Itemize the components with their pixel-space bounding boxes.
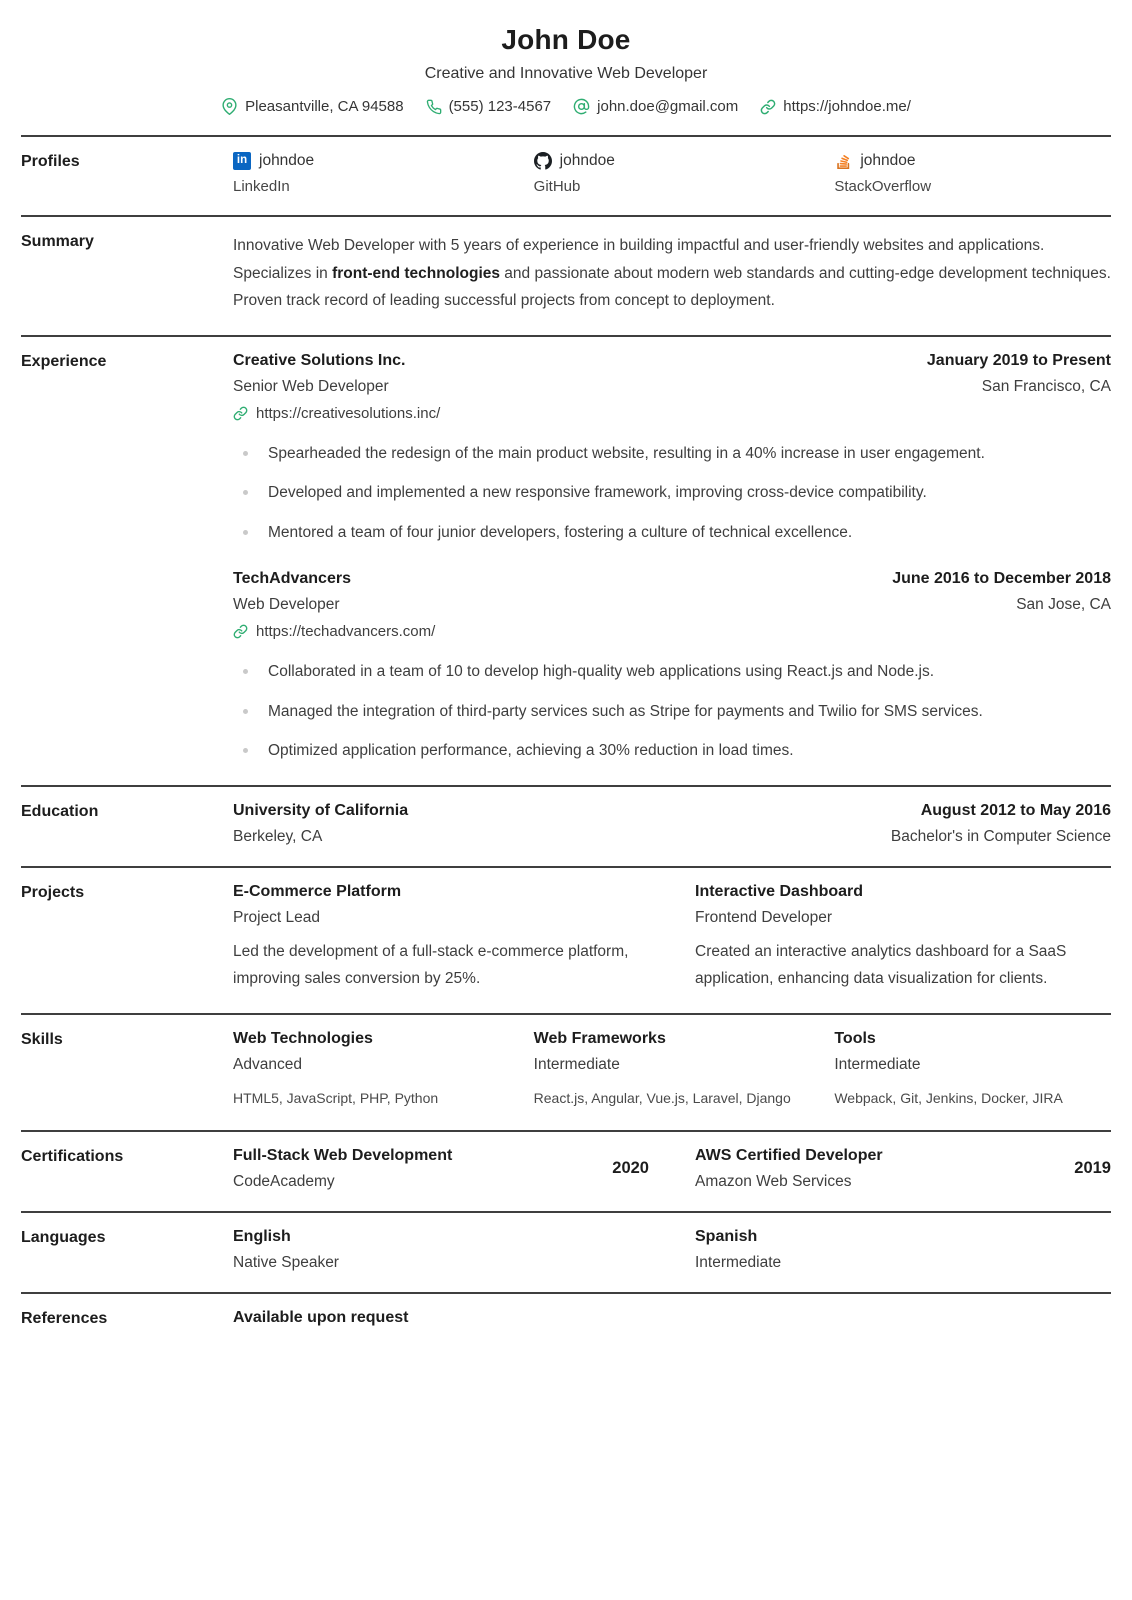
profiles-grid (233, 152, 1111, 195)
header (21, 20, 1111, 135)
education-entry (233, 802, 1111, 846)
section-label-references: References (21, 1309, 108, 1327)
languages-grid (233, 1228, 1111, 1272)
section-label-skills: Skills (21, 1030, 63, 1048)
company-location: San Francisco, CA (981, 377, 1111, 395)
date-range: August 2012 to May 2016 (920, 801, 1111, 819)
project-role: Frontend Developer (695, 908, 832, 926)
language-level: Intermediate (695, 1253, 782, 1271)
project-role: Project Lead (233, 908, 321, 926)
profile-network: LinkedIn (233, 178, 290, 195)
candidate-headline: Creative and Innovative Web Developer (424, 65, 708, 82)
projects-grid (233, 883, 1111, 993)
project-name: Interactive Dashboard (695, 882, 864, 900)
skill-name: Tools (834, 1029, 876, 1047)
link-icon (233, 624, 248, 639)
section-languages (21, 1211, 1111, 1292)
degree: Bachelor's in Computer Science (890, 827, 1111, 845)
profile-username[interactable]: johndoe (559, 152, 615, 169)
link-icon (233, 406, 248, 421)
experience-entry (233, 352, 1111, 547)
summary-text: Innovative Web Developer with 5 years of experience in building impactful and user-friendly websites and applications. Specializes in front-end technologies and passionate about modern web standards and cutting-edge development techniques. Proven track record of leading successful projects from concept to deployment. (233, 237, 1111, 309)
section-label-certifications: Certifications (21, 1147, 124, 1165)
certification-item (233, 1147, 649, 1191)
github-icon (534, 152, 552, 170)
linkedin-icon: in (233, 152, 251, 170)
project-description: Created an interactive analytics dashboard for a SaaS application, enhancing data visualization for clients. (695, 942, 1067, 987)
language-name: Spanish (695, 1227, 758, 1245)
certifications-grid (233, 1147, 1111, 1191)
bullet-item: Mentored a team of four junior developers, fostering a culture of technical excellence. (233, 519, 1111, 547)
skill-name: Web Technologies (233, 1029, 373, 1047)
section-label-experience: Experience (21, 352, 107, 370)
project-name: E-Commerce Platform (233, 882, 402, 900)
contact-row (21, 98, 1111, 115)
skills-grid (233, 1030, 1111, 1110)
profile-stackoverflow[interactable] (834, 152, 1111, 195)
bullet-item: Managed the integration of third-party services such as Stripe for payments and Twilio for SMS services. (233, 698, 1111, 726)
certification-year: 2020 (612, 1159, 649, 1177)
skill-keywords: Webpack, Git, Jenkins, Docker, JIRA (834, 1089, 1063, 1106)
section-references (21, 1292, 1111, 1348)
language-name: English (233, 1227, 291, 1245)
date-range: January 2019 to Present (926, 351, 1111, 369)
skill-level: Intermediate (533, 1055, 620, 1073)
contact-email[interactable] (573, 98, 738, 115)
language-level: Native Speaker (233, 1253, 339, 1271)
profile-linkedin[interactable] (233, 152, 510, 195)
company-name: Creative Solutions Inc. (233, 351, 406, 369)
phone-text: (555) 123-4567 (448, 98, 552, 115)
bullet-item: Optimized application performance, achieving a 30% reduction in load times. (233, 737, 1111, 765)
skill-name: Web Frameworks (533, 1029, 666, 1047)
certification-issuer: CodeAcademy (233, 1172, 335, 1190)
section-education (21, 785, 1111, 866)
profile-username[interactable]: johndoe (259, 152, 315, 169)
experience-bullets (233, 440, 1111, 547)
stackoverflow-icon (834, 152, 852, 170)
section-projects (21, 866, 1111, 1013)
skill-keywords: React.js, Angular, Vue.js, Laravel, Django (533, 1089, 791, 1106)
date-range: June 2016 to December 2018 (892, 570, 1111, 587)
position-title: Senior Web Developer (233, 377, 389, 395)
company-name: TechAdvancers (233, 570, 351, 587)
institution-location: Berkeley, CA (233, 827, 323, 845)
project-item (233, 883, 649, 993)
contact-website[interactable] (760, 98, 911, 115)
section-skills (21, 1013, 1111, 1130)
email-text[interactable]: john.doe@gmail.com (597, 98, 739, 115)
company-url[interactable]: https://creativesolutions.inc/ (256, 404, 441, 422)
profile-network: GitHub (533, 178, 581, 195)
skill-level: Intermediate (834, 1055, 921, 1073)
company-link[interactable] (233, 405, 1111, 422)
section-profiles (21, 135, 1111, 215)
section-experience (21, 335, 1111, 785)
section-certifications (21, 1130, 1111, 1211)
skill-item (233, 1030, 510, 1110)
candidate-name: John Doe (501, 24, 631, 55)
website-text[interactable]: https://johndoe.me/ (783, 98, 911, 115)
certification-name: AWS Certified Developer (695, 1146, 883, 1164)
link-icon (760, 99, 776, 115)
company-link[interactable] (233, 623, 1111, 640)
skill-item (534, 1030, 811, 1110)
position-title: Web Developer (233, 596, 340, 613)
project-item (695, 883, 1111, 993)
language-item (695, 1228, 1111, 1272)
institution-name: University of California (233, 801, 409, 819)
section-label-profiles: Profiles (21, 153, 80, 170)
summary-bold-phrase: front-end technologies (332, 264, 500, 282)
bullet-item: Spearheaded the redesign of the main product website, resulting in a 40% increase in user engagement. (233, 440, 1111, 468)
location-text: Pleasantville, CA 94588 (245, 98, 404, 115)
phone-icon (426, 99, 442, 115)
company-url[interactable]: https://techadvancers.com/ (256, 623, 436, 640)
references-value: Available upon request (233, 1308, 409, 1326)
certification-name: Full-Stack Web Development (233, 1146, 453, 1164)
language-item (233, 1228, 649, 1272)
section-label-education: Education (21, 802, 99, 820)
contact-phone (426, 98, 552, 115)
contact-location (221, 98, 403, 115)
section-label-summary: Summary (21, 233, 94, 250)
certification-year: 2019 (1074, 1159, 1111, 1177)
profile-username[interactable]: johndoe (860, 152, 916, 169)
company-location: San Jose, CA (1016, 596, 1111, 613)
experience-bullets (233, 658, 1111, 765)
project-description: Led the development of a full-stack e-commerce platform, improving sales conversion by 25%. (233, 942, 629, 987)
skill-keywords: HTML5, JavaScript, PHP, Python (233, 1089, 439, 1106)
profile-github[interactable] (534, 152, 811, 195)
location-pin-icon (221, 98, 238, 115)
certification-item (695, 1147, 1111, 1191)
experience-list (233, 352, 1111, 765)
experience-entry (233, 570, 1111, 765)
skill-level: Advanced (233, 1055, 302, 1073)
section-label-projects: Projects (21, 883, 85, 901)
profile-network: StackOverflow (834, 178, 932, 195)
bullet-item: Collaborated in a team of 10 to develop high-quality web applications using React.js and Node.js. (233, 658, 1111, 686)
certification-issuer: Amazon Web Services (695, 1172, 852, 1190)
section-label-languages: Languages (21, 1228, 106, 1246)
bullet-item: Developed and implemented a new responsive framework, improving cross-device compatibility. (233, 479, 1111, 507)
section-summary (21, 215, 1111, 335)
at-sign-icon (573, 98, 590, 115)
skill-item (834, 1030, 1111, 1110)
